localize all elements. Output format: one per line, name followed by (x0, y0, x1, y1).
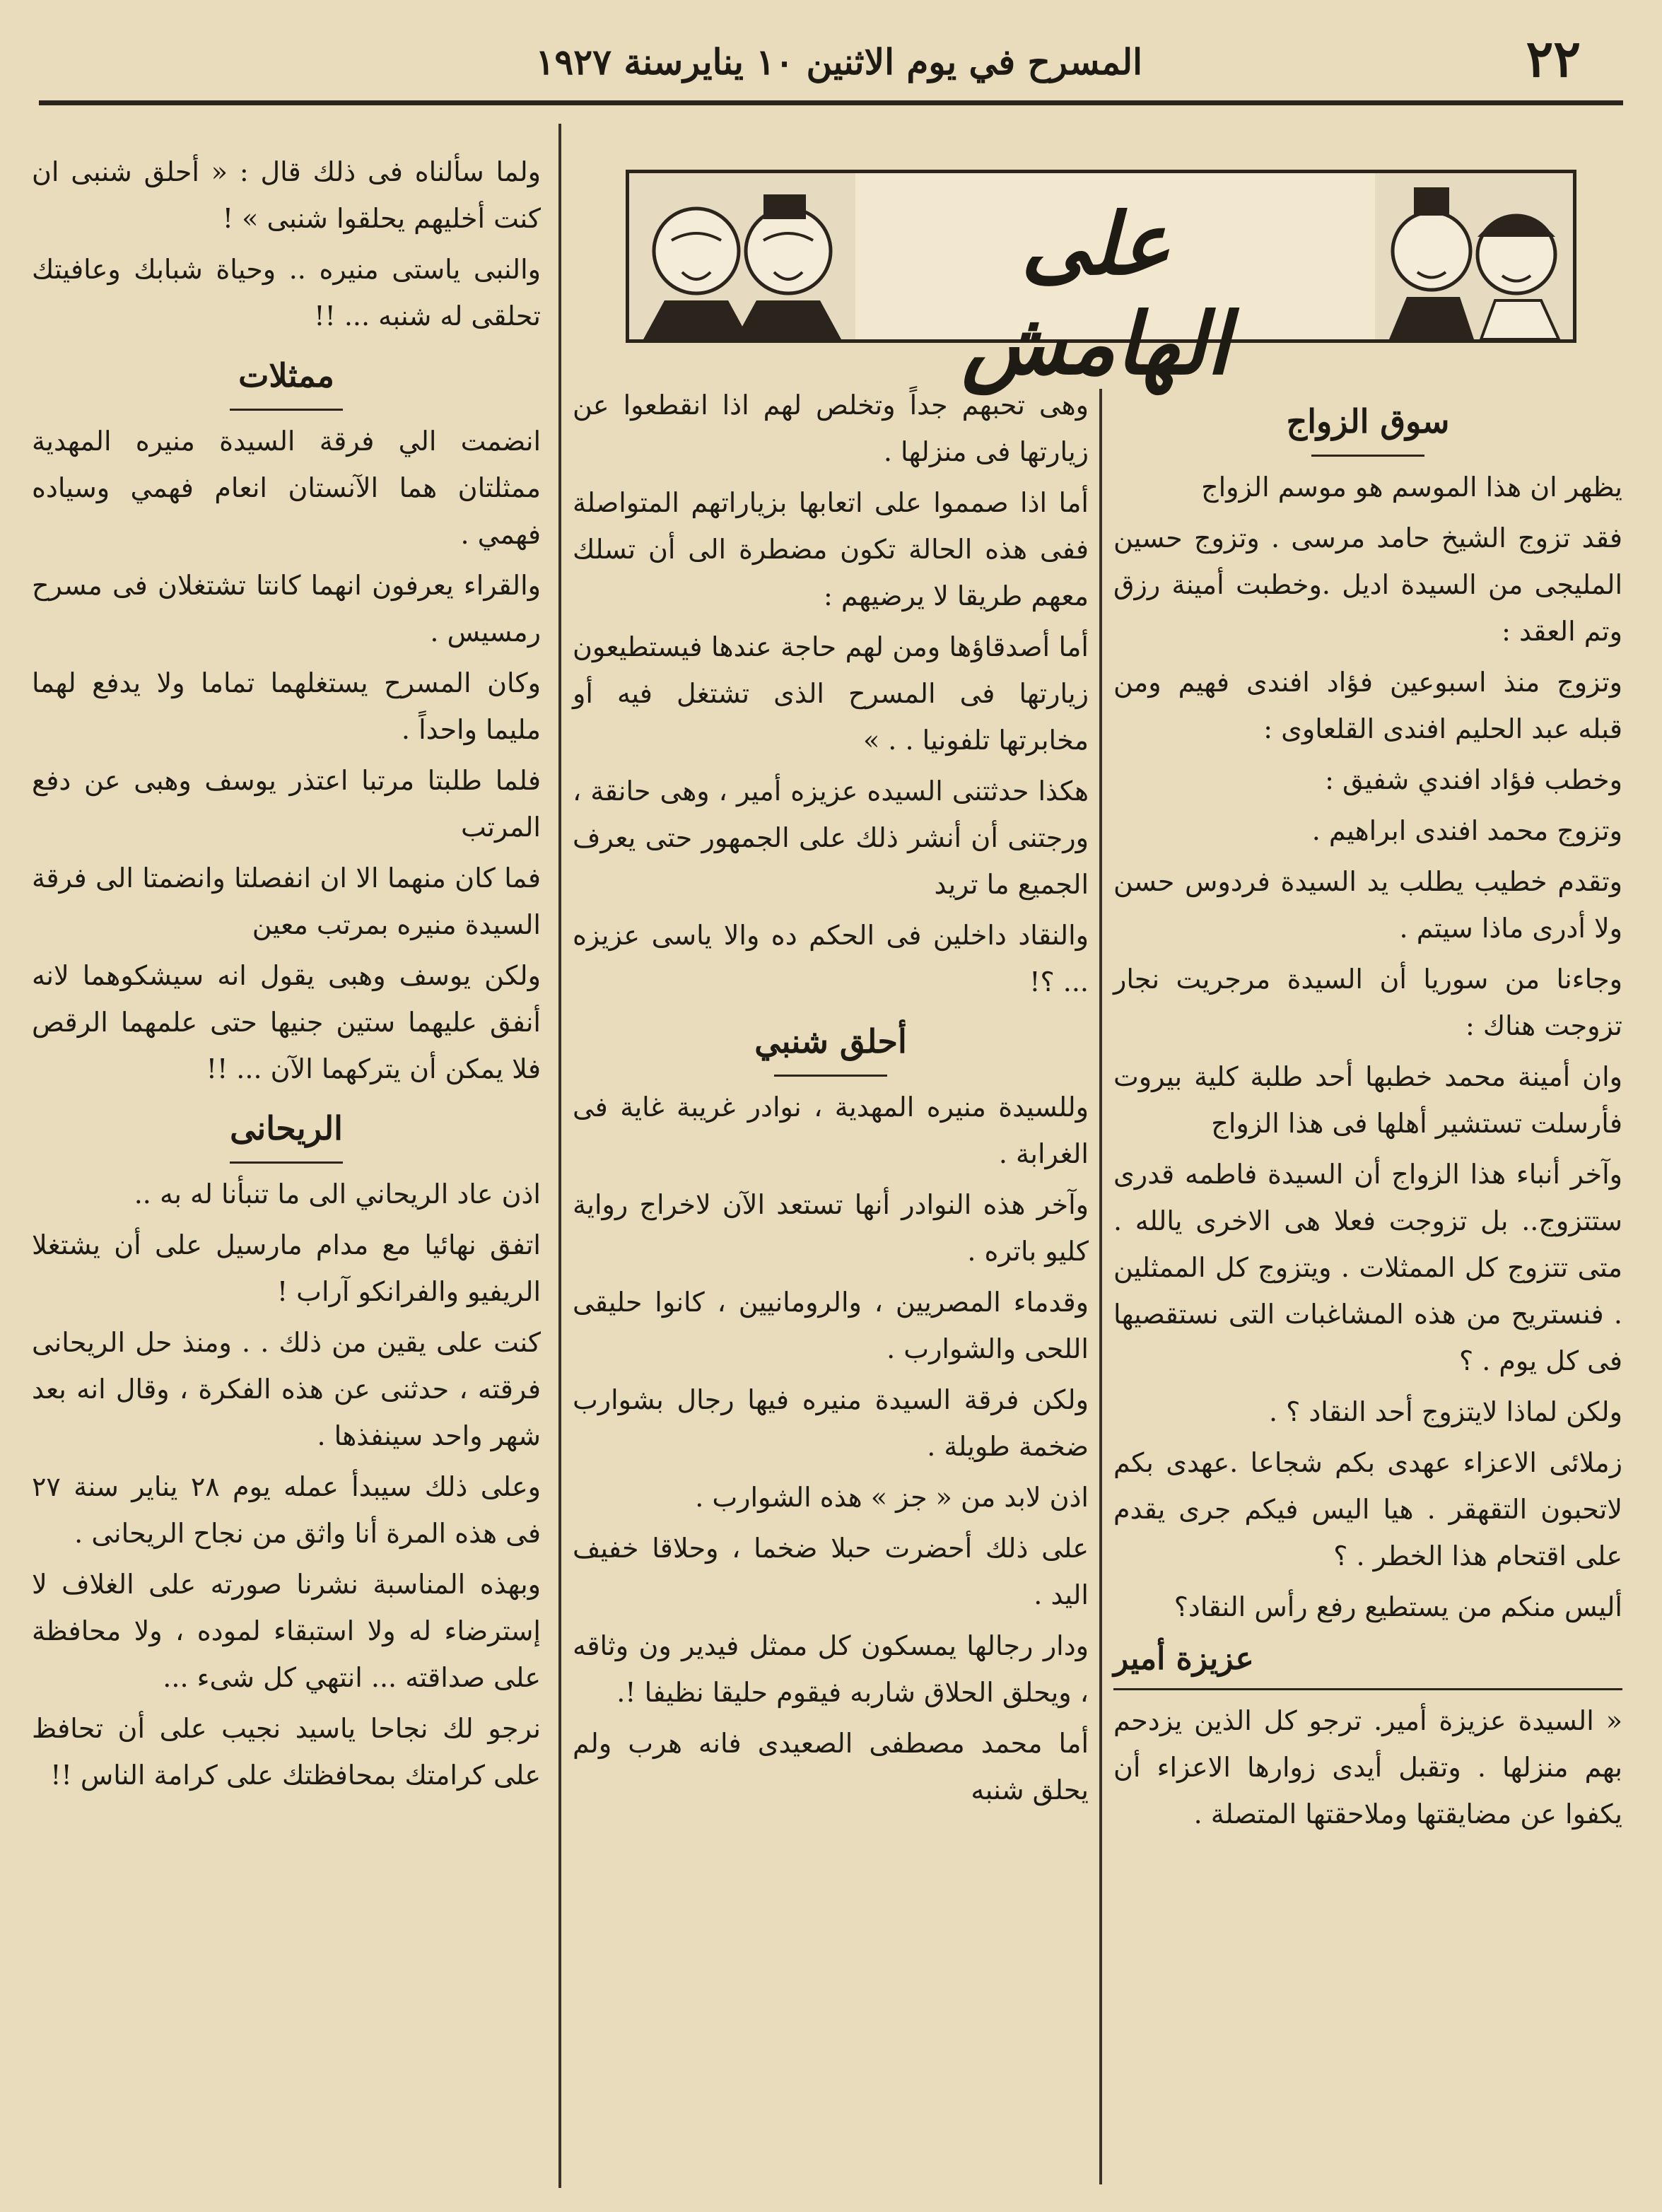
paragraph: ولكن لماذا لايتزوج أحد النقاد ؟ . (1268, 1396, 1622, 1427)
paragraph: على ذلك أحضرت حبلا ضخما ، وحلاقا خفيف اليد . (573, 1533, 1089, 1610)
heading-rihani: الريحانى (230, 1109, 343, 1147)
signature: عزيزة أمير (1113, 1641, 1254, 1677)
paragraph: أليس منكم من يستطيع رفع رأس النقاد؟ (1174, 1591, 1622, 1622)
paragraph: وآخر أنباء هذا الزواج أن السيدة فاطمه قدرى ستتزوج.. بل تزوجت فعلا هى الاخرى يالله . متى تتزوج كل الممثلات . ويتزوج كل الممثلين . فنستريح من هذه المشاغبات التى نستقصيها فى كل يوم . ؟ (1113, 1159, 1622, 1376)
paragraph: فما كان منهما الا ان انفصلتا وانضمتا الى فرقة السيدة منيره بمرتب معين (32, 862, 541, 940)
heading-underline (230, 1161, 343, 1164)
paragraph: وخطب فؤاد افندي شفيق : (1325, 764, 1622, 795)
paragraph: ولكن يوسف وهبى يقول انه سيشكوهما لانه أنفق عليهما ستين جنيها حتى علمهما الرقص فلا يمكن أن يتركهما الآن ... !! (32, 960, 541, 1084)
banner-title: على الهامش (961, 194, 1230, 394)
paragraph: وان أمينة محمد خطبها أحد طلبة كلية بيروت فأرسلت تستشير أهلها فى هذا الزواج (1113, 1061, 1622, 1139)
paragraph: والنقاد داخلين فى الحكم ده والا ياسى عزيزه ... ؟! (573, 920, 1089, 997)
paragraph: أما اذا صمموا على اتعابها بزياراتهم المتواصلة ففى هذه الحالة تكون مضطرة الى أن تسلك معهم طريقا لا يرضيهم : (573, 487, 1089, 611)
note-paragraph: « السيدة عزيزة أمير. ترجو كل الذين يزدحم بهم منزلها . وتقبل أيدى زوارها الاعزاء أن يكفوا عن مضايقتها وملاحقتها المتصلة . (1113, 1688, 1622, 1837)
paragraph: والنبى ياستى منيره .. وحياة شبابك وعافيتك تحلقى له شنبه ... !! (32, 254, 541, 332)
paragraph: وعلى ذلك سيبدأ عمله يوم ٢٨ يناير سنة ٢٧ فى هذه المرة أنا واثق من نجاح الريحانى . (32, 1471, 541, 1549)
page-header (39, 21, 1623, 92)
paragraph: وآخر هذه النوادر أنها تستعد الآن لاخراج رواية كليو باتره . (573, 1189, 1089, 1267)
header-rule (39, 100, 1623, 105)
column-divider-left (558, 124, 561, 2188)
heading-marriage-market: سوق الزواج (1286, 402, 1450, 440)
paragraph: وجاءنا من سوريا أن السيدة مرجريت نجار تزوجت هناك : (1113, 964, 1622, 1041)
paragraph: اذن لابد من « جز » هذه الشوارب . (695, 1482, 1089, 1513)
paragraph: وهى تحبهم جداً وتخلص لهم اذا انقطعوا عن زيارتها فى منزلها . (573, 390, 1089, 467)
column-middle (573, 382, 1089, 1818)
column-right (1113, 385, 1622, 1842)
paragraph: يظهر ان هذا الموسم هو موسم الزواج (1201, 472, 1622, 503)
paragraph: أما أصدقاؤها ومن لهم حاجة عندها فيستطيعون زيارتها فى المسرح الذى تشتغل فيه أو مخابرتها تلفونيا . . » (573, 631, 1089, 756)
heading-shave-moustache: أحلق شنبي (754, 1022, 907, 1060)
paragraph: ولما سألناه فى ذلك قال : « أحلق شنبى ان كنت أخليهم يحلقوا شنبى » ! (32, 156, 541, 234)
paragraph: وقدماء المصريين ، والرومانيين ، كانوا حليقى اللحى والشوارب . (573, 1287, 1089, 1364)
paragraph: هكذا حدثتنى السيده عزيزه أمير ، وهى حانقة ، ورجتنى أن أنشر ذلك على الجمهور حتى يعرف الجميع ما تريد (573, 776, 1089, 900)
caricature-illustration-right (1375, 173, 1573, 339)
paragraph: وبهذه المناسبة نشرنا صورته على الغلاف لا إسترضاء له ولا استبقاء لموده ، ولا محافظة على صداقته ... انتهي كل شىء ... (32, 1569, 541, 1693)
running-title: المسرح في يوم الاثنين ١٠ ينايرسنة ١٩٢٧ (535, 41, 1142, 83)
paragraph: نرجو لك نجاحا ياسيد نجيب على أن تحافظ على كرامتك بمحافظتك على كرامة الناس !! (32, 1713, 541, 1791)
paragraph: وتزوج منذ اسبوعين فؤاد افندى فهيم ومن قبله عبد الحليم افندى القلعاوى : (1113, 667, 1622, 744)
paragraph: اتفق نهائيا مع مدام مارسيل على أن يشتغلا الريفيو والفرانكو آراب ! (32, 1229, 541, 1307)
column-divider-right (1099, 389, 1102, 2184)
heading-underline (774, 1075, 887, 1077)
section-banner (626, 170, 1576, 394)
paragraph: ولكن فرقة السيدة منيره فيها رجال بشوارب ضخمة طويلة . (573, 1384, 1089, 1462)
page-number: ٢٢ (1526, 28, 1581, 88)
paragraph: انضمت الي فرقة السيدة منيره المهدية ممثلتان هما الآنستان انعام فهمي وسياده فهمي . (32, 426, 541, 550)
caricature-illustration-left (629, 173, 855, 339)
column-left (32, 148, 541, 1803)
paragraph: ودار رجالها يمسكون كل ممثل فيدير ون وثاقه ، ويحلق الحلاق شاربه فيقوم حليقا نظيفا !. (573, 1630, 1089, 1708)
paragraph: والقراء يعرفون انهما كانتا تشتغلان فى مسرح رمسيس . (32, 570, 541, 648)
heading-underline (230, 409, 343, 411)
paragraph: كنت على يقين من ذلك . . ومنذ حل الريحانى فرقته ، حدثنى عن هذه الفكرة ، وقال انه بعد شهر واحد سينفذها . (32, 1327, 541, 1451)
paragraph: زملائى الاعزاء عهدى بكم شجاعا .عهدى بكم لاتحبون التقهقر . هيا اليس فيكم جرى يقدم على اقتحام هذا الخطر . ؟ (1113, 1447, 1622, 1572)
paragraph: اذن عاد الريحاني الى ما تنبأنا له به .. (134, 1178, 541, 1210)
paragraph: أما محمد مصطفى الصعيدى فانه هرب ولم يحلق شنبه (573, 1728, 1089, 1806)
heading-underline (1311, 455, 1424, 457)
heading-actresses: ممثلات (238, 356, 334, 394)
paragraph: وكان المسرح يستغلهما تماما ولا يدفع لهما مليما واحداً . (32, 667, 541, 745)
paragraph: وتزوج محمد افندى ابراهيم . (1311, 815, 1622, 846)
paragraph: وللسيدة منيره المهدية ، نوادر غريبة غاية فى الغرابة . (573, 1092, 1089, 1169)
paragraph: وتقدم خطيب يطلب يد السيدة فردوس حسن ولا أدرى ماذا سيتم . (1113, 866, 1622, 944)
paragraph: فلما طلبتا مرتبا اعتذر يوسف وهبى عن دفع المرتب (32, 765, 541, 843)
paragraph: فقد تزوج الشيخ حامد مرسى . وتزوج حسين المليجى من السيدة اديل .وخطبت أمينة رزق وتم العقد : (1113, 522, 1622, 647)
